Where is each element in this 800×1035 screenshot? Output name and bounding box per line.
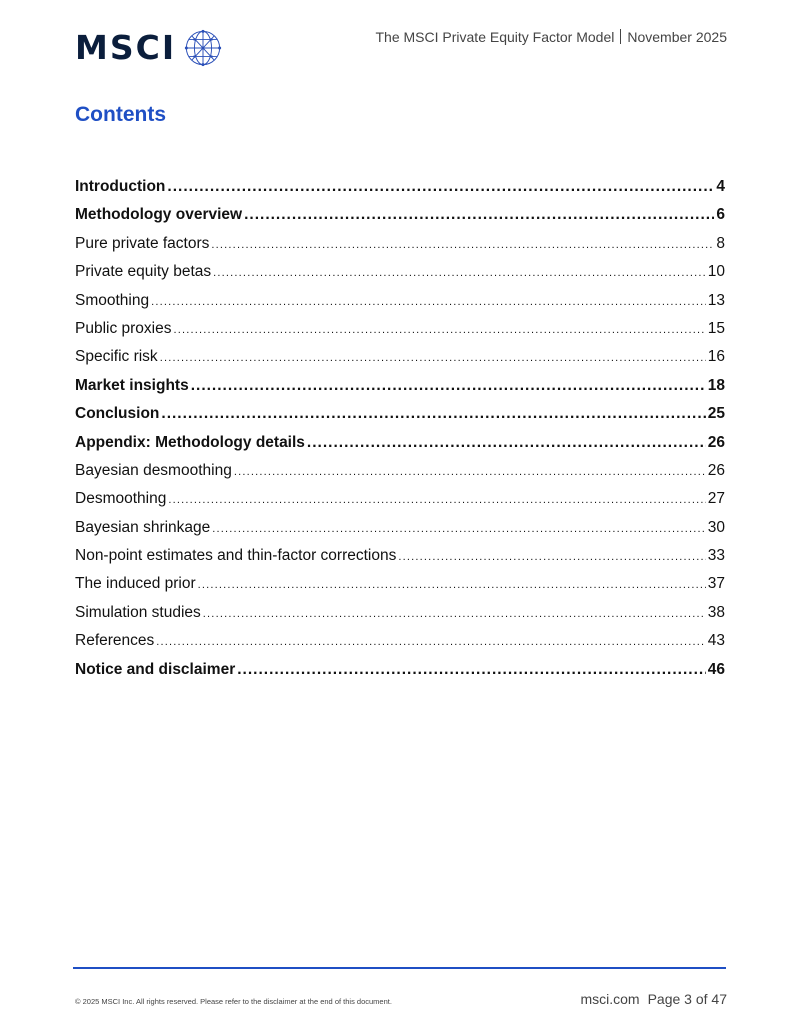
toc-entry-page: 16 <box>707 348 725 366</box>
toc-leader-dots <box>237 656 706 684</box>
toc-entry-title: Notice and disclaimer <box>75 660 236 678</box>
toc-entry-title: Market insights <box>75 376 189 394</box>
contents-heading: Contents <box>75 103 166 126</box>
footer-divider <box>73 967 726 969</box>
toc-entry-title: Smoothing <box>75 291 150 309</box>
toc-leader-dots <box>211 231 714 259</box>
toc-entry-title: Bayesian desmoothing <box>75 461 232 479</box>
toc-entry[interactable] <box>75 287 725 315</box>
toc-entry-page: 33 <box>707 547 725 565</box>
toc-entry-title: Introduction <box>75 178 166 195</box>
toc-entry-page: 30 <box>707 518 725 536</box>
toc-entry[interactable] <box>75 485 725 513</box>
toc-entry-title: Non-point estimates and thin-factor corrections <box>75 547 397 565</box>
toc-entry-title: The induced prior <box>75 575 196 593</box>
toc-entry-page: 6 <box>716 206 725 224</box>
toc-entry-title: Specific risk <box>75 348 158 366</box>
toc-leader-dots <box>191 372 706 400</box>
toc-entry-page: 26 <box>707 461 725 479</box>
toc-entry-page: 25 <box>707 405 725 423</box>
toc-leader-dots <box>213 259 706 287</box>
toc-leader-dots <box>234 458 706 486</box>
toc-entry[interactable] <box>75 372 725 400</box>
site-link[interactable]: msci.com <box>580 991 640 1007</box>
toc-entry[interactable] <box>75 570 725 598</box>
toc-entry-title: Methodology overview <box>75 206 243 224</box>
toc-entry-title: Simulation studies <box>75 603 201 621</box>
toc-entry[interactable] <box>75 400 725 428</box>
toc-entry-page: 13 <box>707 291 725 309</box>
toc-entry-title: Appendix: Methodology details <box>75 433 305 451</box>
toc-entry-page: 10 <box>707 263 725 281</box>
toc-entry[interactable] <box>75 599 725 627</box>
toc-leader-dots <box>151 288 706 316</box>
toc-entry-page: 8 <box>716 234 725 252</box>
toc-entry-title: Bayesian shrinkage <box>75 518 211 536</box>
toc-leader-dots <box>156 628 705 656</box>
toc-entry-page: 46 <box>707 660 725 678</box>
copyright-notice: © 2025 MSCI Inc. All rights reserved. Please refer to the disclaimer at the end of this document. <box>75 997 392 1006</box>
toc-entry[interactable] <box>75 627 725 655</box>
toc-leader-dots <box>307 429 706 457</box>
toc-entry[interactable] <box>75 457 725 485</box>
toc-entry[interactable] <box>75 542 725 570</box>
toc-leader-dots <box>203 600 706 628</box>
toc-entry[interactable] <box>75 514 725 542</box>
toc-entry-page: 37 <box>707 575 725 593</box>
logo-wordmark: MSCI <box>75 28 177 67</box>
toc-leader-dots <box>160 344 706 372</box>
table-of-contents <box>75 173 725 684</box>
toc-leader-dots <box>174 316 706 344</box>
toc-entry-page: 26 <box>707 433 725 451</box>
toc-entry[interactable] <box>75 315 725 343</box>
toc-entry-title: Private equity betas <box>75 263 212 281</box>
toc-entry[interactable] <box>75 230 725 258</box>
toc-entry-page: 4 <box>716 178 725 195</box>
toc-leader-dots <box>244 201 714 229</box>
toc-leader-dots <box>198 571 706 599</box>
toc-entry[interactable] <box>75 258 725 286</box>
toc-entry-title: Public proxies <box>75 319 172 337</box>
toc-leader-dots <box>398 543 705 571</box>
toc-leader-dots <box>168 486 705 514</box>
toc-entry-page: 38 <box>707 603 725 621</box>
toc-entry-page: 15 <box>707 319 725 337</box>
toc-entry-title: References <box>75 632 155 650</box>
toc-leader-dots <box>167 173 714 201</box>
header-separator <box>620 29 621 44</box>
document-date: November 2025 <box>627 29 727 45</box>
footer-page-info <box>580 991 727 1007</box>
document-title: The MSCI Private Equity Factor Model <box>375 29 615 45</box>
toc-entry[interactable] <box>75 656 725 684</box>
document-header <box>376 29 728 45</box>
globe-icon <box>184 29 222 67</box>
toc-entry[interactable] <box>75 173 725 201</box>
toc-leader-dots <box>212 515 705 543</box>
toc-entry-page: 43 <box>707 632 725 650</box>
toc-entry-page: 18 <box>707 376 725 394</box>
toc-entry-title: Desmoothing <box>75 490 167 508</box>
toc-entry[interactable] <box>75 201 725 229</box>
toc-entry-title: Conclusion <box>75 405 160 423</box>
toc-leader-dots <box>161 400 705 428</box>
toc-entry-title: Pure private factors <box>75 234 210 252</box>
msci-logo <box>75 28 222 68</box>
toc-entry-page: 27 <box>707 490 725 508</box>
toc-entry[interactable] <box>75 429 725 457</box>
page-number: Page 3 of 47 <box>647 991 727 1007</box>
toc-entry[interactable] <box>75 343 725 371</box>
